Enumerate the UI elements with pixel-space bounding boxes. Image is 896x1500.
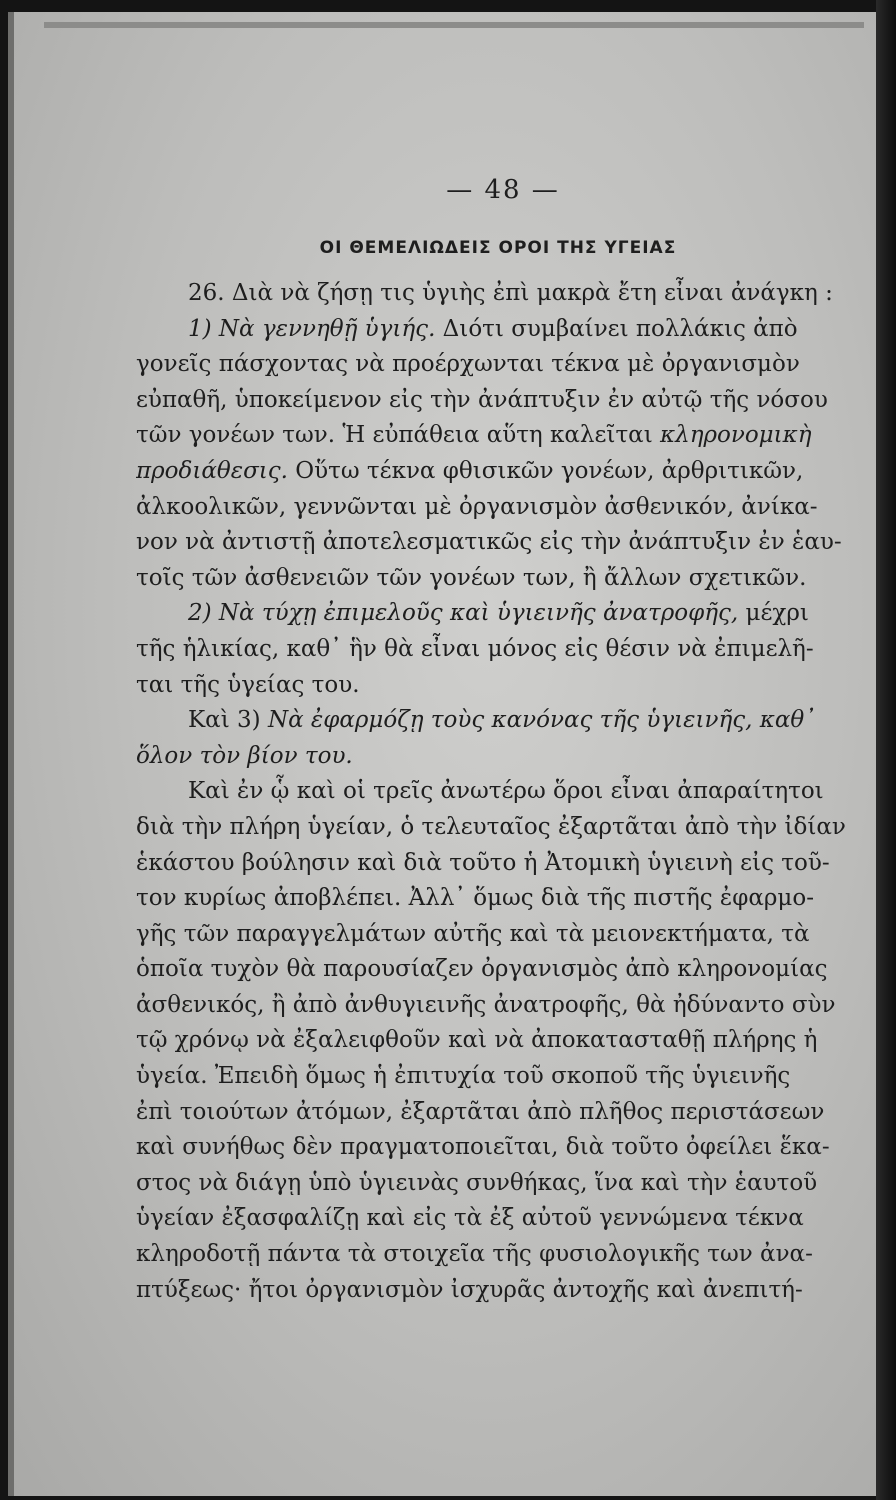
text-run: Διότι συμβαίνει πολλάκις ἀπὸ [435, 315, 798, 342]
text-line [136, 418, 860, 454]
text-run: γῆς τῶν παραγγελμάτων αὐτῆς καὶ τὰ μειονεκτήματα, τὰ [136, 920, 810, 947]
text-run: τῆς ἡλικίας, καθ᾽ ἣν θὰ εἶναι μόνος εἰς θέσιν νὰ ἐπιμελῆ- [136, 635, 814, 662]
text-line [136, 1237, 860, 1273]
text-line [136, 1273, 860, 1309]
text-line [136, 917, 860, 953]
italic-text: κληρονομικὴ [660, 422, 812, 449]
text-line [136, 1201, 860, 1237]
text-run: ἐπὶ τοιούτων ἀτόμων, ἐξαρτᾶται ἀπὸ πλῆθος περιστάσεων [136, 1098, 825, 1125]
text-run: τοῖς τῶν ἀσθενειῶν τῶν γονέων των, ἢ ἄλλων σχετικῶν. [136, 564, 807, 591]
text-run: Καὶ ἐν ᾧ καὶ οἱ τρεῖς ἀνωτέρω ὅροι εἶναι ἀπαραίτητοι [188, 778, 824, 805]
text-line [136, 490, 860, 526]
text-run: πτύξεως· ἤτοι ὀργανισμὸν ἰσχυρᾶς ἀντοχῆς καὶ ἀνεπιτή- [136, 1276, 803, 1303]
text-line [136, 668, 860, 704]
text-line [136, 739, 860, 775]
text-run: στος νὰ διάγῃ ὑπὸ ὑγιεινὰς συνθήκας, ἵνα καὶ τὴν ἑαυτοῦ [136, 1169, 818, 1196]
text-run: ἀσθενικός, ἢ ἀπὸ ἀνθυγιεινῆς ἀνατροφῆς, θὰ ἠδύναντο σὺν [136, 991, 836, 1018]
text-run: ὑγείαν ἐξασφαλίζῃ καὶ εἰς τὰ ἐξ αὐτοῦ γεννώμενα τέκνα [136, 1205, 804, 1232]
text-line [136, 1023, 860, 1059]
text-line [136, 881, 860, 917]
text-run: μέχρι [738, 600, 809, 627]
text-run: τον κυρίως ἀποβλέπει. Ἀλλ᾽ ὅμως διὰ τῆς πιστῆς ἐφαρμο- [136, 885, 814, 912]
page-text-block [136, 170, 860, 1308]
text-run: τῶν γονέων των. Ἡ εὐπάθεια αὕτη καλεῖται [136, 422, 661, 449]
text-line [136, 1130, 860, 1166]
italic-text: Νὰ ἐφαρμόζῃ τοὺς κανόνας τῆς ὑγιεινῆς, καθ᾽ [267, 707, 816, 734]
text-line [136, 276, 860, 312]
text-line [136, 525, 860, 561]
page-number: — 48 — [446, 175, 560, 205]
text-run: ἀλκοολικῶν, γεννῶνται μὲ ὀργανισμὸν ἀσθενικόν, ἀνίκα- [136, 493, 818, 520]
text-line [136, 632, 860, 668]
italic-text: 2) Νὰ τύχῃ ἐπιμελοῦς καὶ ὑγιεινῆς ἀνατροφῆς, [188, 600, 739, 627]
italic-text: 1) Νὰ γεννηθῇ ὑγιής. [188, 315, 436, 342]
text-line [136, 952, 860, 988]
text-run: κληροδοτῇ πάντα τὰ στοιχεῖα τῆς φυσιολογικῆς των ἀνα- [136, 1241, 813, 1268]
text-line [136, 1095, 860, 1131]
text-run: τῷ χρόνῳ νὰ ἐξαλειφθοῦν καὶ νὰ ἀποκατασταθῇ πλήρης ἡ [136, 1027, 818, 1054]
text-line [136, 774, 860, 810]
book-spine-shadow [876, 0, 896, 1500]
text-line [136, 454, 860, 490]
text-line [136, 347, 860, 383]
text-line [136, 596, 860, 632]
text-run: ἑκάστου βούλησιν καὶ διὰ τοῦτο ἡ Ἀτομικὴ ὑγιεινὴ εἰς τοῦ- [136, 849, 830, 876]
text-run: νον νὰ ἀντιστῇ ἀποτελεσματικῶς εἰς τὴν ἀνάπτυξιν ἐν ἑαυ- [136, 529, 842, 556]
text-run: Οὕτω τέκνα φθισικῶν γονέων, ἀρθριτικῶν, [287, 457, 804, 484]
text-run: γονεῖς πάσχοντας νὰ προέρχωνται τέκνα μὲ ὀργανισμὸν [136, 351, 800, 378]
running-title: ΟΙ ΘΕΜΕΛΙΩΔΕΙΣ ΟΡΟΙ ΤΗΣ ΥΓΕΙΑΣ [319, 238, 677, 258]
text-line [136, 703, 860, 739]
text-line [136, 846, 860, 882]
text-line [136, 810, 860, 846]
text-line [136, 561, 860, 597]
text-line [136, 988, 860, 1024]
text-line [136, 383, 860, 419]
italic-text: ὅλον τὸν βίον του. [136, 742, 353, 769]
text-line [136, 1059, 860, 1095]
text-run: 26. Διὰ νὰ ζήσῃ τις ὑγιὴς ἐπὶ μακρὰ ἔτη εἶναι ἀνάγκη : [188, 280, 833, 306]
text-run: διὰ τὴν πλήρη ὑγείαν, ὁ τελευταῖος ἐξαρτᾶται ἀπὸ τὴν ἰδίαν [136, 813, 846, 840]
text-run: εὐπαθῆ, ὑποκείμενον εἰς τὴν ἀνάπτυξιν ἐν αὐτῷ τῆς νόσου [136, 386, 828, 413]
italic-text: προδιάθεσις. [136, 457, 288, 484]
page-top-edge [44, 22, 864, 28]
text-run: ὁποῖα τυχὸν θὰ παρουσίαζεν ὀργανισμὸς ἀπὸ κληρονομίας [136, 956, 828, 983]
text-run: ὑγεία. Ἐπειδὴ ὅμως ἡ ἐπιτυχία τοῦ σκοποῦ τῆς ὑγιεινῆς [136, 1063, 791, 1090]
text-run: Καὶ 3) [188, 707, 268, 734]
text-line [136, 1166, 860, 1202]
body-text [136, 276, 860, 1308]
text-line [136, 312, 860, 348]
text-run: ται τῆς ὑγείας του. [136, 671, 360, 698]
text-run: καὶ συνήθως δὲν πραγματοποιεῖται, διὰ τοῦτο ὀφείλει ἕκα- [136, 1134, 830, 1161]
